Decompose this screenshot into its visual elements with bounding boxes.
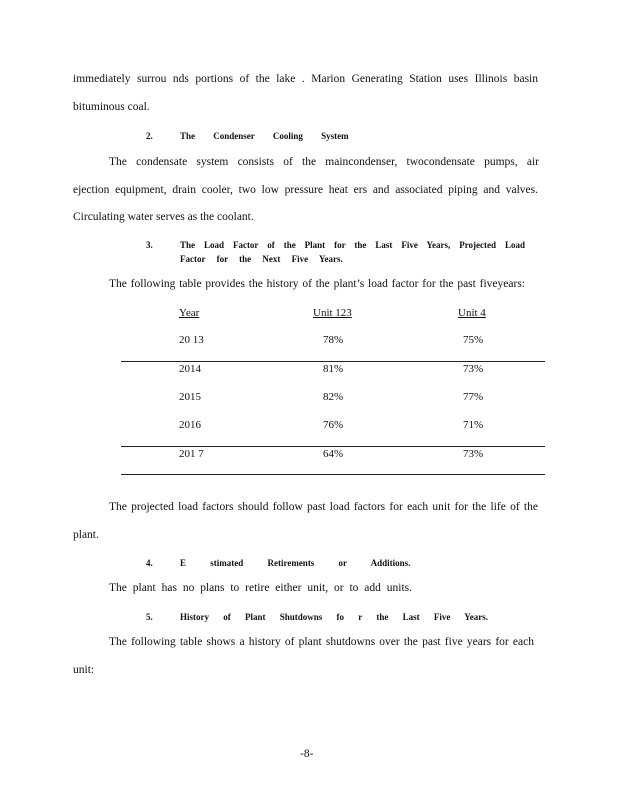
para4-line2: plant. (73, 529, 99, 541)
table-cell-year: 2014 (179, 363, 201, 375)
heading3-number: 3. (146, 240, 153, 250)
heading2-number: 2. (146, 131, 153, 141)
table-cell-unit-4: 75% (463, 334, 484, 346)
para2-line3: Circulating water serves as the coolant. (73, 211, 254, 223)
table-rule (121, 474, 545, 475)
table-cell-year: 20 13 (179, 334, 204, 346)
para6-line2: unit: (73, 664, 95, 676)
table-header-year: Year (179, 307, 200, 319)
para1-line2: bituminous coal. (73, 101, 150, 113)
table-cell-unit-4: 73% (463, 363, 484, 375)
table-cell-year: 201 7 (179, 448, 204, 460)
table-cell-year: 2015 (179, 391, 201, 403)
table-cell-year: 2016 (179, 419, 201, 431)
heading4-title: E stimated Retirements or Additions. (180, 558, 411, 568)
para3-line1: The following table provides the history of the plant’s load factor for the past fiveyears: (109, 278, 525, 290)
table-cell-unit-123: 81% (323, 363, 344, 375)
heading5-number: 5. (146, 612, 153, 622)
para5-line1: The plant has no plans to retire either unit, or to add units. (109, 582, 412, 594)
table-cell-unit-123: 64% (323, 448, 344, 460)
heading3-line1: The Load Factor of the Plant for the Last Five Years, Projected Load (180, 240, 525, 250)
para6-line1: The following table shows a history of plant shutdowns over the past five years for each (109, 636, 534, 648)
table-header-unit-123: Unit 123 (313, 307, 352, 319)
heading2-title: The Condenser Cooling System (180, 131, 349, 141)
table-rule (121, 361, 545, 362)
table-cell-unit-4: 77% (463, 391, 484, 403)
heading5-title: History of Plant Shutdowns fo r the Last Five Years. (180, 612, 488, 622)
para4-line1: The projected load factors should follow past load factors for each unit for the life of the (109, 501, 538, 513)
table-cell-unit-123: 76% (323, 419, 344, 431)
para2-line1: The condensate system consists of the maincondenser, twocondensate pumps, air (109, 156, 539, 168)
para2-line2: ejection equipment, drain cooler, two low pressure heat ers and associated piping and valves. (73, 184, 538, 196)
page-number: -8- (300, 748, 314, 760)
table-header-unit-4: Unit 4 (458, 307, 486, 319)
heading4-number: 4. (146, 558, 153, 568)
para1-line1: immediately surrou nds portions of the lake . Marion Generating Station uses Illinois basin (73, 73, 538, 85)
heading3-line2: Factor for the Next Five Years. (180, 254, 343, 264)
table-cell-unit-123: 82% (323, 391, 344, 403)
table-rule (121, 446, 545, 447)
table-cell-unit-4: 71% (463, 419, 484, 431)
table-cell-unit-123: 78% (323, 334, 344, 346)
table-cell-unit-4: 73% (463, 448, 484, 460)
